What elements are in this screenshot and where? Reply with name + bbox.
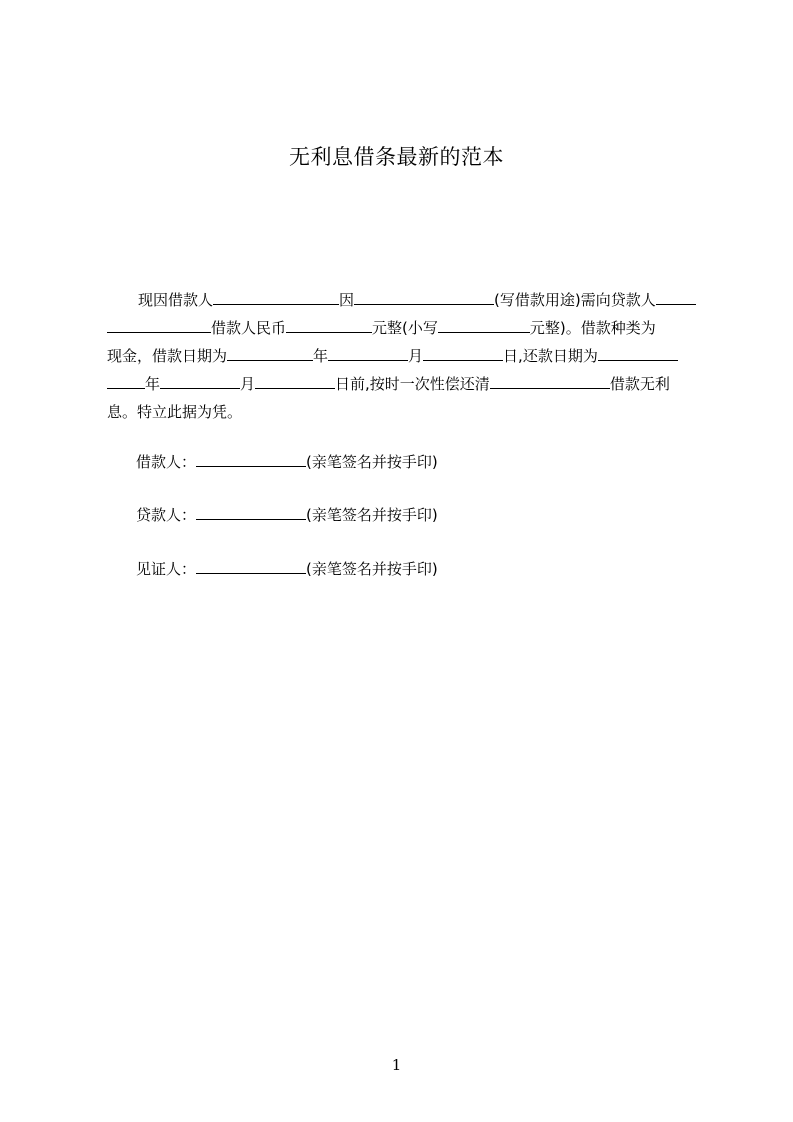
borrower-blank[interactable] (213, 290, 339, 305)
signature-note: (亲笔签名并按手印) (306, 453, 438, 471)
text-segment: 借款人民币 (211, 319, 287, 337)
paragraph-line-5 (107, 402, 697, 422)
repay-month-blank[interactable] (160, 374, 240, 389)
signature-label: 借款人： (136, 453, 197, 471)
paragraph-line-1 (138, 290, 698, 310)
text-segment: 元整)。借款种类为 (529, 319, 656, 337)
paragraph-line-4 (107, 374, 697, 394)
document-title: 无利息借条最新的范本 (289, 145, 504, 169)
paragraph-line-2 (107, 318, 697, 338)
text-segment: 息。特立此据为凭。 (107, 403, 243, 421)
text-segment: 日,还款日期为 (503, 347, 598, 365)
text-segment: 元整(小写 (372, 319, 438, 337)
borrow-year-blank[interactable] (227, 346, 313, 361)
signature-witness (136, 559, 438, 579)
borrow-day-blank[interactable] (423, 346, 503, 361)
signature-note: (亲笔签名并按手印) (306, 560, 438, 578)
signature-label: 贷款人： (136, 506, 197, 524)
signature-lender (136, 505, 438, 525)
repay-amount-blank[interactable] (490, 374, 610, 389)
text-segment: 年 (313, 347, 329, 365)
borrow-month-blank[interactable] (328, 346, 408, 361)
signature-label: 见证人： (136, 560, 197, 578)
signature-blank[interactable] (196, 452, 306, 467)
text-segment: 因 (339, 291, 355, 309)
purpose-blank[interactable] (354, 290, 494, 305)
signature-blank[interactable] (196, 559, 306, 574)
amount-lowercase-blank[interactable] (438, 318, 530, 333)
text-segment: 现金，借款日期为 (107, 347, 228, 365)
text-segment: 月 (240, 375, 256, 393)
repay-date-blank[interactable] (598, 346, 678, 361)
signature-blank[interactable] (196, 505, 306, 520)
paragraph-line-3 (107, 346, 697, 366)
page-number: 1 (391, 1056, 402, 1074)
text-segment: 借款无利 (609, 375, 670, 393)
text-segment: (写借款用途)需向贷款人 (494, 291, 656, 309)
lender-blank[interactable] (656, 290, 696, 305)
text-segment: 年 (145, 375, 161, 393)
text-segment: 日前,按时一次性偿还清 (335, 375, 490, 393)
text-segment: 月 (408, 347, 424, 365)
signature-note: (亲笔签名并按手印) (306, 506, 438, 524)
repay-day-blank[interactable] (255, 374, 335, 389)
signature-borrower (136, 452, 438, 472)
amount-uppercase-blank[interactable] (286, 318, 372, 333)
text-segment: 现因借款人 (138, 291, 214, 309)
lender-blank-continued[interactable] (107, 318, 211, 333)
repay-year-blank[interactable] (107, 374, 145, 389)
